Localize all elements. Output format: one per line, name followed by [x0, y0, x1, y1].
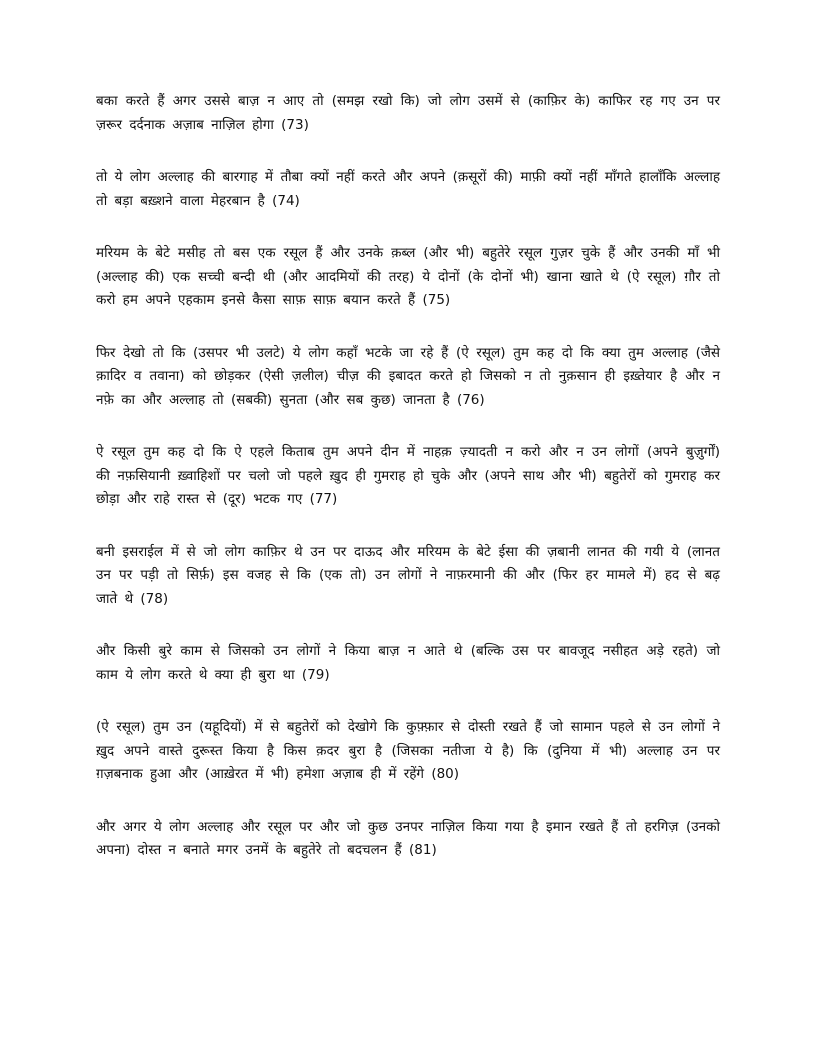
verse-paragraph-78: बनी इसराईल में से जो लोग काफ़िर थे उन पर दाऊद और मरियम के बेटे ईसा की ज़बानी लानत की गयी ये (लानत उन पर पड़ी तो सिर्फ़) इस वजह से कि (एक तो) उन लोगों ने नाफ़रमानी की और (फिर हर मामले में) हद से बढ़ जाते थे (78) [96, 543, 720, 607]
verse-paragraph-73: बका करते हैं अगर उससे बाज़ न आए तो (समझ रखो कि) जो लोग उसमें से (काफ़िर के) काफिर रह गए उन पर ज़रूर दर्दनाक अज़ाब नाज़िल होगा (73) [96, 93, 720, 133]
verse-paragraph-79: और किसी बुरे काम से जिसको उन लोगों ने किया बाज़ न आते थे (बल्कि उस पर बावजूद नसीहत अड़े रहते) जो काम ये लोग करते थे क्या ही बुरा था (79) [96, 643, 720, 683]
verse-paragraph-76: फिर देखो तो कि (उसपर भी उलटे) ये लोग कहाँ भटके जा रहे हैं (ऐ रसूल) तुम कह दो कि क्या तुम अल्लाह (जैसे क़ादिर व तवाना) को छोड़कर (ऐसी ज़लील) चीज़ की इबादत करते हो जिसको न तो नुक़सान ही इख़्तेयार है और न नफ़े का और अल्लाह तो (सबकी) सुनता (और सब कुछ) जानता है (76) [96, 344, 720, 408]
verse-paragraph-74: तो ये लोग अल्लाह की बारगाह में तौबा क्यों नहीं करते और अपने (क़सूरों की) माफ़ी क्यों नहीं माँगते हालाँकि अल्लाह तो बड़ा बख़्शने वाला मेहरबान है (74) [96, 169, 720, 209]
verse-paragraph-81: और अगर ये लोग अल्लाह और रसूल पर और जो कुछ उनपर नाज़िल किया गया है इमान रखते हैं तो हरगिज़ (उनको अपना) दोस्त न बनाते मगर उनमें के बहुतेरे तो बदचलन हैं (81) [96, 818, 720, 858]
verse-paragraph-80: (ऐ रसूल) तुम उन (यहूदियों) में से बहुतेरों को देखोगे कि कुफ़्फ़ार से दोस्ती रखते हैं जो सामान पहले से उन लोगों ने ख़ुद अपने वास्ते दुरूस्त किया है किस क़दर बुरा है (जिसका नतीजा ये है) कि (दुनिया में भी) अल्लाह उन पर ग़ज़बनाक हुआ और (आख़ेरत में भी) हमेशा अज़ाब ही में रहेंगे (80) [96, 719, 720, 782]
verse-paragraph-77: ऐ रसूल तुम कह दो कि ऐ एहले किताब तुम अपने दीन में नाहक़ ज़्यादती न करो और न उन लोगों (अपने बुज़ुर्गों) की नफ़सियानी ख़्वाहिशों पर चलो जो पहले ख़ुद ही गुमराह हो चुके और (अपने साथ और भी) बहुतेरों को गुमराह कर छोड़ा और राहे रास्त से (दूर) भटक गए (77) [96, 444, 720, 507]
verse-paragraph-75: मरियम के बेटे मसीह तो बस एक रसूल हैं और उनके क़ब्ल (और भी) बहुतेरे रसूल गुज़र चुके हैं और उनकी माँ भी (अल्लाह की) एक सच्ची बन्दी थी (और आदमियों की तरह) ये दोनों (के दोनों भी) खाना खाते थे (ऐ रसूल) ग़ौर तो करो हम अपने एहकाम इनसे कैसा साफ़ साफ़ बयान करते हैं (75) [96, 245, 720, 308]
document-body [96, 90, 720, 892]
